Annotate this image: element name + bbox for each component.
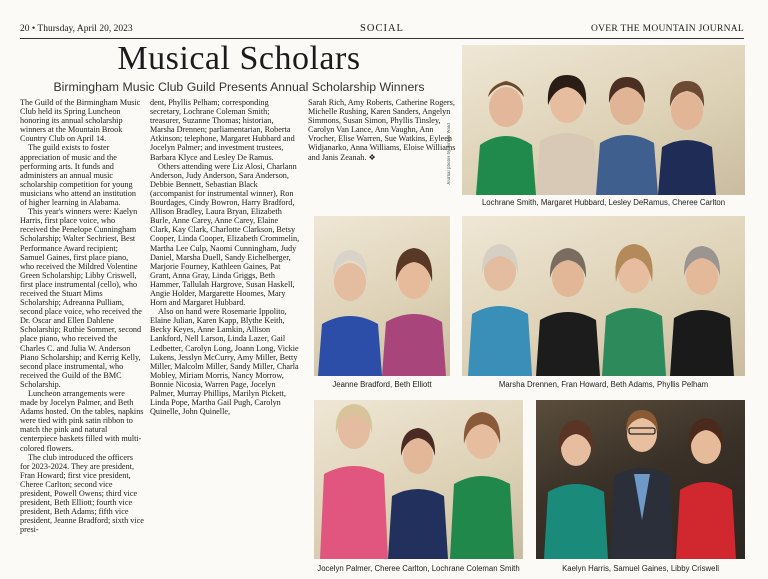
photo-caption-4: Jocelyn Palmer, Cheree Carlton, Lochrane Coleman Smith	[317, 564, 520, 573]
photo-image	[314, 216, 450, 376]
photo-image	[536, 400, 745, 559]
person-figure	[544, 420, 608, 559]
article-subtitle: Birmingham Music Club Guild Presents Annual Scholarship Winners	[53, 80, 425, 94]
person-figure	[676, 418, 736, 559]
person-figure	[670, 246, 734, 376]
person-figure	[450, 412, 514, 559]
photo-credit: Journal photos by Jordan Wald	[447, 123, 452, 185]
photo-group-3	[462, 216, 745, 376]
header-rule	[20, 38, 744, 39]
photo-group-2	[314, 216, 450, 376]
photo-group-4	[314, 400, 523, 559]
photo-image	[462, 216, 745, 376]
person-figure	[476, 81, 536, 195]
article-title: Musical Scholars	[117, 40, 361, 77]
photo-caption-2: Jeanne Bradford, Beth Elliott	[332, 380, 432, 389]
paragraph: The guild exists to foster appreciation of music and the performing arts. It funds and administers an annual music scholarship competition for young musicians who attend an institution of higher learning in Alabama.	[20, 143, 136, 208]
photo-image	[462, 45, 745, 195]
photo-caption-5: Kaelyn Harris, Samuel Gaines, Libby Criswell	[562, 564, 719, 573]
person-figure	[318, 250, 382, 376]
section-label: SOCIAL	[360, 23, 404, 34]
person-figure	[536, 75, 598, 195]
person-figure	[658, 81, 716, 195]
person-figure	[610, 410, 674, 559]
person-figure	[320, 404, 388, 559]
photo-image	[314, 400, 523, 559]
paragraph: Others attending were Liz Alosi, Charlann Anderson, Judy Anderson, Sara Anderson, Debbie Bennett, Sebastian Black (accompanist for instrumental winner), Ron Bourdages, Cindy Bowron, Harry Bradford, Allison Bradley, Laura Bryan, Elizabeth Burle, Anne Carey, Anne Carey, Elaine Clark, Kay Clark, Charlotte Clarkson, Betsy Cooper, Linda Cooper, Elizabeth Crommelin, Martha Lee Culp, Naomi Cunningham, Judy Daniel, Marsha Duell, Sandy Eichelberger, Marjorie Fourney, Kathleen Gaines, Pat Grant, Anna Gray, Linda Griggs, Beth Hammer, Tallulah Hargrove, Susan Haskell, Angie Holder, Margarette Hoomes, Mary Horn and Margaret Hubbard.	[150, 161, 300, 308]
paragraph: The club introduced the officers for 2023-2024. They are president, Fran Howard; first vice president, Cheree Carlton; second vice president, Powell Owens; third vice president, Beth Elliott; fourth vice president, Beth Adams; fifth vice president, Jeanne Bradford; sixth vice presi-	[20, 452, 144, 535]
article-column-1	[20, 98, 144, 535]
paragraph: This year's winners were: Kaelyn Harris, first place voice, who received the Penelope Cunningham Scholarship; Walter Sechriest, Best Performance Award recipient; Samuel Gaines, first place piano, who received the Mildred Volentine Green Scholarship; Libby Criswell, first place instrumental (cello), who received the Stuart Mims Scholarship; Adreanna Pulliam, second place voice, who received the Dr. Oscar and Ellen Dahlene Scholarship; Ruthie Sommer, second place piano, who received the Charles C. and Julia W. Anderson Piano Scholarship; and Kerrig Kelly, second place instrumental, who received the Guild of the BMC Scholarship.	[20, 207, 142, 389]
person-figure	[602, 244, 666, 376]
person-figure	[468, 244, 532, 376]
paragraph: Also on hand were Rosemarie Ippolito, Elaine Julian, Karen Kapp, Blythe Keith, Becky Keyes, Anne Lamkin, Allison Lankford, Nell Larson, Linda Lazer, Gail Ledbetter, Carolyn Long, Joann Long, Vickie Lukens, Jesslyn McCurry, Amy Miller, Betty Miller, Malcolm Miller, Sandy Miller, Charla Mobley, Miriam Morris, Nancy Morrow, Bonnie Nicosia, Warren Page, Jocelyn Palmer, Murray Phillips, Marilyn Pickett, Linda Pope, Martha Gail Pugh, Carolyn Quinelle, John Quinelle,	[150, 307, 299, 417]
paragraph: The Guild of the Birmingham Music Club held its Spring Luncheon honoring its annual scholarship winners at the Mountain Brook Country Club on April 14.	[20, 98, 141, 144]
person-figure	[382, 248, 446, 376]
article-column-2	[150, 98, 300, 416]
photo-group-1	[462, 45, 745, 195]
photo-caption-1: Lochrane Smith, Margaret Hubbard, Lesley DeRamus, Cheree Carlton	[481, 198, 726, 207]
person-figure	[536, 248, 600, 376]
person-figure	[596, 77, 658, 195]
paragraph: dent, Phyllis Pelham; corresponding secretary, Lochrane Coleman Smith; treasurer, Suzanne Thomas; historian, Marsha Drennen; parliamentarian, Roberta Atkinson; telephone, Margaret Hubbard and Jocelyn Palmer; and investment trustees, Barbara Klyce and Lesley De Ramus.	[150, 98, 295, 162]
publication-name: OVER THE MOUNTAIN JOURNAL	[590, 24, 744, 34]
paragraph: Luncheon arrangements were made by Jocelyn Palmer, and Beth Adams hosted. On the tables, napkins were tied with pink satin ribbon to match the pink and natural centerpiece baskets filled with multi-colored flowers.	[20, 389, 144, 453]
article-column-3	[308, 98, 458, 162]
page-info: 20 • Thursday, April 20, 2023	[20, 24, 133, 34]
page-header	[20, 24, 744, 38]
photo-group-5	[536, 400, 745, 559]
person-figure	[388, 428, 448, 559]
photo-caption-3: Marsha Drennen, Fran Howard, Beth Adams, Phyllis Pelham	[498, 380, 709, 389]
paragraph: Sarah Rich, Amy Roberts, Catherine Rogers, Michelle Rushing, Karen Sanders, Angelyn Simmons, Susan Simon, Phyllis Tinsley, Carolyn Van Lance, Ann Vaughn, Ann Vrocher, Elise Warren, Sue Watkins, Eyleen Widjanarko, Anna Williams, Eloise Williams and Janis Zeanah. ❖	[308, 98, 456, 162]
